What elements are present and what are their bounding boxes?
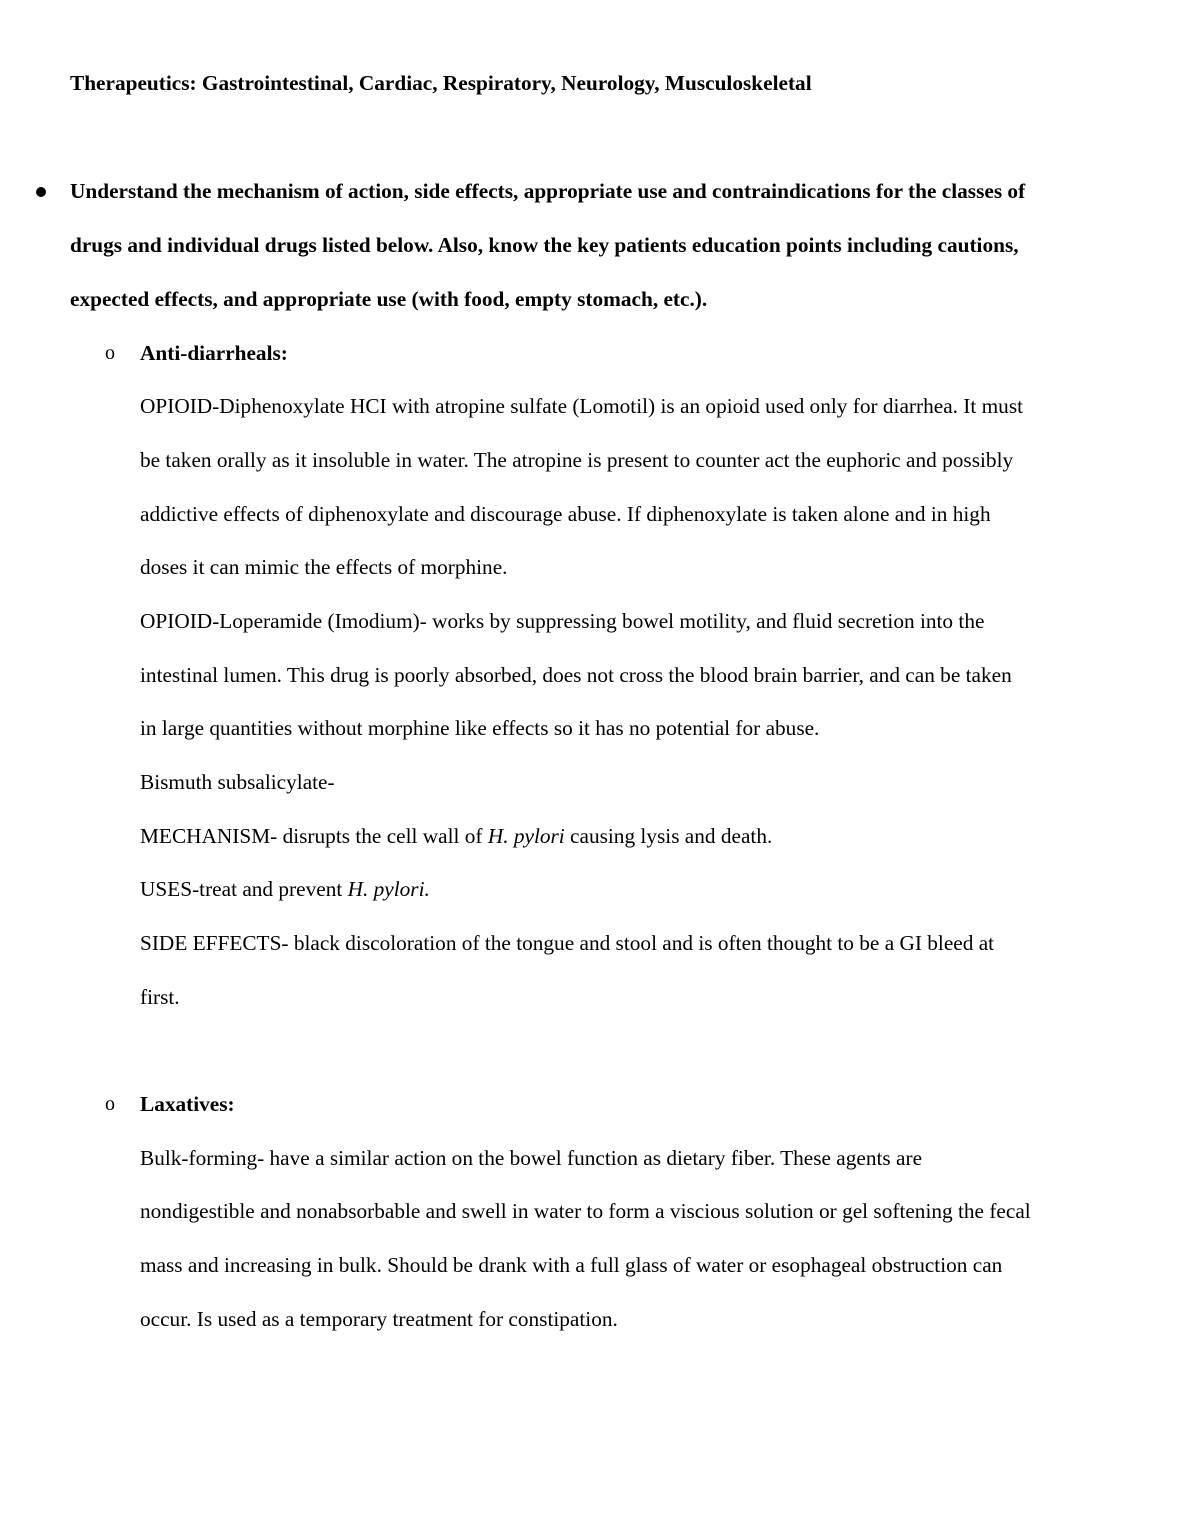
hollow-bullet-icon: o (105, 342, 115, 364)
body-line: intestinal lumen. This drug is poorly absorbed, does not cross the blood brain barrier, and can be taken (140, 663, 1012, 687)
objective-line: Understand the mechanism of action, side effects, appropriate use and contraindications for the classes of (70, 179, 1026, 203)
body-line: Bulk-forming- have a similar action on the bowel function as dietary fiber. These agents are (140, 1146, 923, 1170)
section-heading-anti-diarrheals: Anti-diarrheals: (140, 341, 288, 365)
body-line: OPIOID-Diphenoxylate HCI with atropine sulfate (Lomotil) is an opioid used only for diarrhea. It must (140, 394, 1024, 418)
body-line: in large quantities without morphine like effects so it has no potential for abuse. (140, 716, 820, 740)
body-line: nondigestible and nonabsorbable and swell in water to form a viscious solution or gel softening the fecal (140, 1199, 1031, 1223)
body-line: addictive effects of diphenoxylate and discourage abuse. If diphenoxylate is taken alone and in high (140, 502, 991, 526)
uses-line (140, 863, 430, 917)
italic-organism: H. pylori (487, 824, 565, 848)
objective-line: drugs and individual drugs listed below. Also, know the key patients education points including cautions, (70, 233, 1019, 257)
page-title: Therapeutics: Gastrointestinal, Cardiac, Respiratory, Neurology, Musculoskeletal (70, 71, 812, 95)
side-effects-line: SIDE EFFECTS- black discoloration of the tongue and stool and is often thought to be a GI bleed at (140, 931, 995, 955)
objective-line: expected effects, and appropriate use (with food, empty stomach, etc.). (70, 287, 708, 311)
body-line: be taken orally as it insoluble in water. The atropine is present to counter act the euphoric and possibly (140, 448, 1014, 472)
text: USES-treat and prevent (140, 877, 348, 901)
section-heading-laxatives: Laxatives: (140, 1092, 235, 1116)
body-line: Bismuth subsalicylate- (140, 770, 335, 794)
text: MECHANISM- disrupts the cell wall of (140, 824, 488, 848)
mechanism-line (140, 810, 772, 864)
italic-organism: H. pylori. (347, 877, 430, 901)
body-line: occur. Is used as a temporary treatment for constipation. (140, 1307, 618, 1331)
hollow-bullet-icon: o (105, 1093, 115, 1115)
bullet-icon (36, 187, 46, 197)
body-line: OPIOID-Loperamide (Imodium)- works by suppressing bowel motility, and fluid secretion into the (140, 609, 985, 633)
body-line: mass and increasing in bulk. Should be drank with a full glass of water or esophageal obstruction can (140, 1253, 1003, 1277)
body-line: doses it can mimic the effects of morphine. (140, 555, 508, 579)
side-effects-line: first. (140, 985, 180, 1009)
text: causing lysis and death. (564, 824, 773, 848)
